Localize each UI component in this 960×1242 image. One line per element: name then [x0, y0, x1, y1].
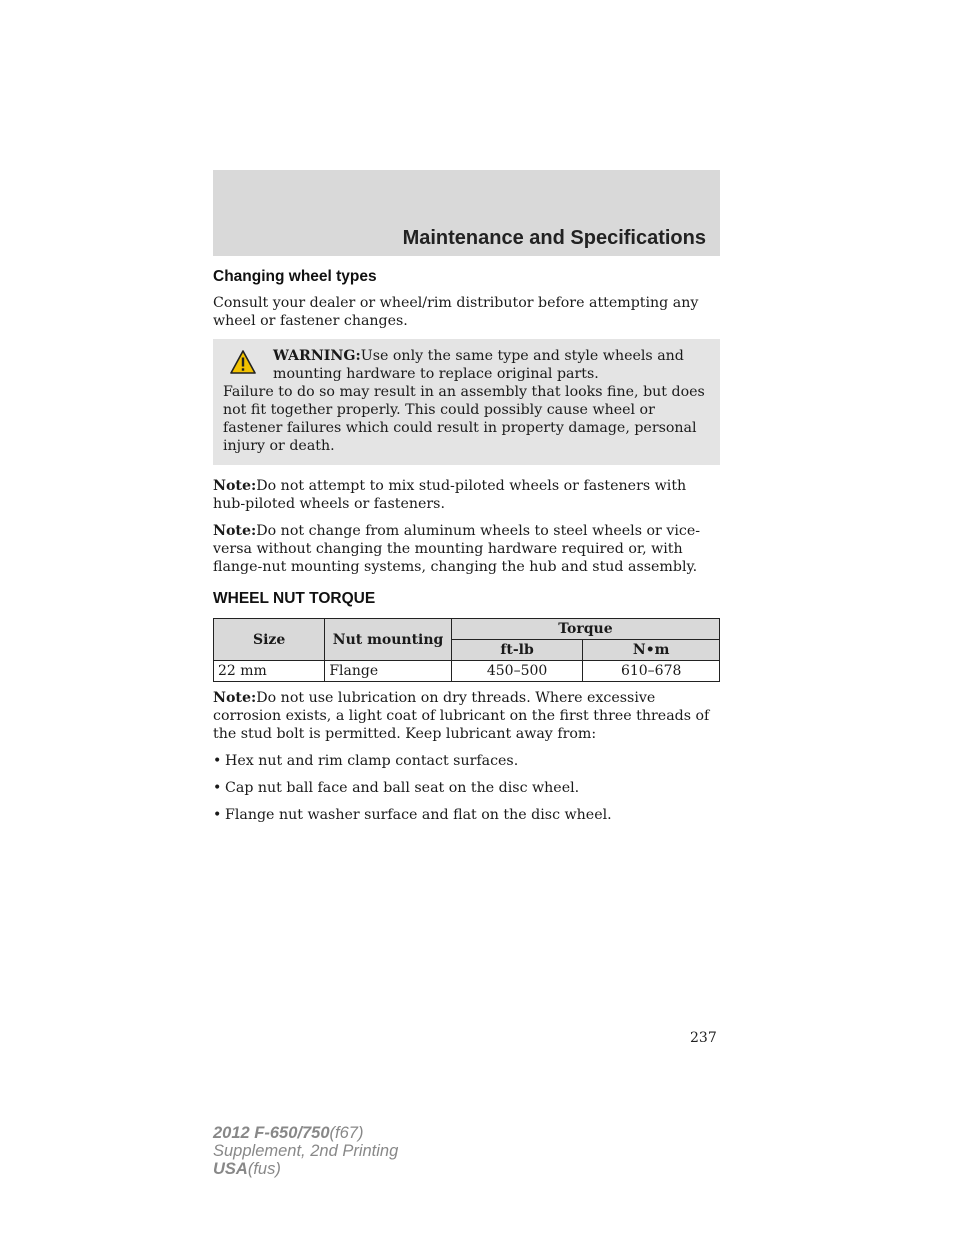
footer-market: USA: [213, 1160, 248, 1178]
section-header-bar: [213, 170, 720, 256]
page-content: [213, 268, 720, 833]
torque-table: [213, 618, 720, 682]
intro-paragraph: Consult your dealer or wheel/rim distributor before attempting any wheel or fastener changes.: [213, 295, 699, 329]
heading-changing-wheel-types: Changing wheel types: [213, 268, 377, 285]
bullet: •: [213, 807, 222, 823]
heading-wheel-nut-torque: WHEEL NUT TORQUE: [213, 590, 376, 607]
cell-size: 22 mm: [214, 661, 325, 682]
warning-rest: Failure to do so may result in an assembly that looks fine, but does not fit together properly. This could possibly cause wheel or fastener failures which could result in property damage, personal injury or death.: [223, 384, 705, 454]
lubricant-away-list: [213, 752, 720, 824]
col-size-header: Size: [214, 619, 325, 661]
footer-model: 2012 F-650/750: [213, 1124, 330, 1142]
cell-mounting: Flange: [325, 661, 452, 682]
section-title: Maintenance and Specifications: [402, 227, 706, 249]
note-stud-piloted: [213, 477, 720, 513]
bullet: •: [213, 780, 222, 796]
warning-lead-text: [273, 347, 710, 383]
note-aluminum-steel: [213, 522, 720, 576]
cell-nm: 610–678: [583, 661, 720, 682]
bullet: •: [213, 753, 222, 769]
print-footer: [213, 1124, 398, 1178]
warning-label: WARNING:: [273, 348, 361, 364]
cell-ftlb: 450–500: [451, 661, 583, 682]
col-ftlb-header: ft-lb: [451, 640, 583, 661]
list-item: • Cap nut ball face and ball seat on the disc wheel.: [213, 780, 580, 796]
warning-lead: Use only the same type and style wheels and mounting hardware to replace original parts.: [273, 348, 684, 382]
note-lubrication: [213, 689, 720, 743]
note-label: Note:: [213, 690, 257, 706]
table-row: [214, 661, 720, 682]
page-number: 237: [690, 1030, 717, 1046]
note-label: Note:: [213, 478, 257, 494]
col-torque-header: Torque: [451, 619, 719, 640]
warning-triangle-icon: [229, 349, 257, 375]
note-text: Do not use lubrication on dry threads. Where excessive corrosion exists, a light coat of lubricant on the first three threads of the stud bolt is permitted. Keep lubricant away from:: [213, 690, 710, 742]
footer-printing: Supplement, 2nd Printing: [213, 1142, 399, 1160]
note-label: Note:: [213, 523, 257, 539]
list-item: • Flange nut washer surface and flat on the disc wheel.: [213, 807, 612, 823]
note-text: Do not change from aluminum wheels to steel wheels or vice-versa without changing the mounting hardware required or, with flange-nut mounting systems, changing the hub and stud assembly.: [213, 523, 701, 575]
note-text: Do not attempt to mix stud-piloted wheels or fasteners with hub-piloted wheels or fasteners.: [213, 478, 687, 512]
footer-model-code: (f67): [329, 1124, 364, 1142]
col-nut-mounting-header: Nut mounting: [325, 619, 452, 661]
footer-market-code: (fus): [247, 1160, 281, 1178]
list-item: • Hex nut and rim clamp contact surfaces.: [213, 753, 519, 769]
warning-box: [213, 339, 720, 465]
col-nm-header: N•m: [583, 640, 720, 661]
